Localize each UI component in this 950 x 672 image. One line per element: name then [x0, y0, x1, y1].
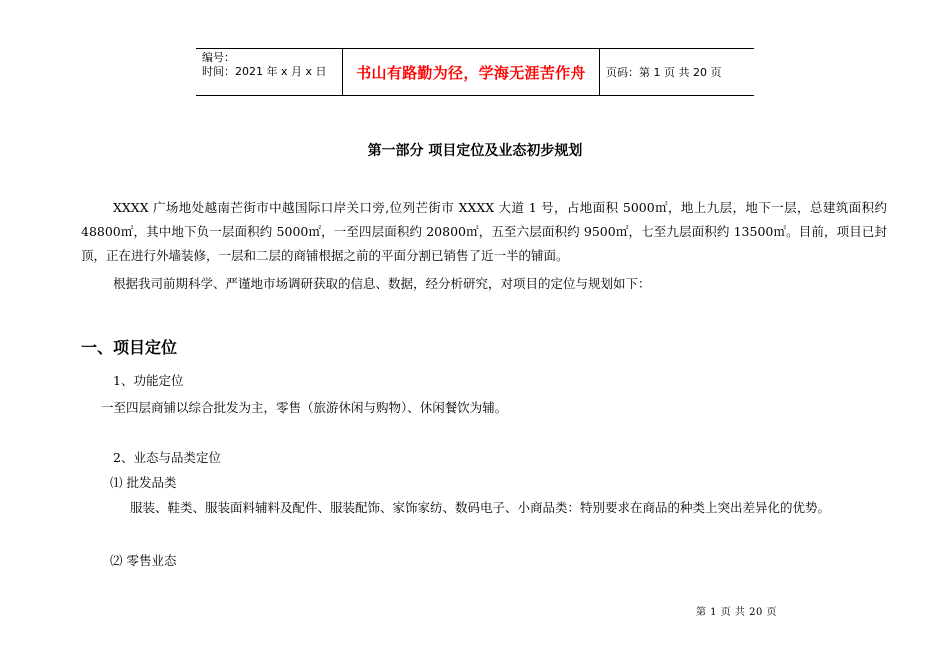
subitem-wholesale-text: 服装、鞋类、服装面料辅料及配件、服装配饰、家饰家纺、数码电子、小商品类：特别要求在商品的种类上突出差异化的优势。 [130, 500, 831, 515]
time-label: 时间：2021 年 x 月 x 日 [202, 65, 327, 78]
motto: 书山有路勤为径，学海无涯苦作舟 [342, 49, 600, 95]
subitem-wholesale: ⑴ 批发品类 [110, 475, 177, 490]
paragraph-research-basis: 根据我司前期科学、严谨地市场调研获取的信息、数据，经分析研究，对项目的定位与规划如下： [113, 276, 651, 291]
item-function-positioning: 1、功能定位 [113, 373, 184, 388]
number-label: 编号： [202, 51, 235, 64]
paragraph-project-overview: XXXX 广场地处越南芒街市中越国际口岸关口旁,位列芒街市 XXXX 大道 1 号，占地面积 5000㎡，地上九层，地下一层，总建筑面积约 48800㎡，其中地下负一层面积约 5000㎡，一至四层面积约 20800㎡，五至六层面积约 9500㎡，七至九层面积约 13500㎡。目前，项目已封顶，正在进行外墙装修，一层和二层的商铺根据之前的平面分割已销售了近一半的铺面。 [81, 200, 887, 263]
section-heading-positioning: 一、项目定位 [81, 338, 178, 357]
page-header [196, 48, 754, 96]
item-function-positioning-text: 一至四层商铺以综合批发为主，零售（旅游休闲与购物）、休闲餐饮为辅。 [101, 400, 508, 415]
page-info: 页码：第 1 页 共 20 页 [606, 66, 722, 79]
document-title: 第一部分 项目定位及业态初步规划 [367, 143, 583, 159]
page-footer: 第 1 页 共 20 页 [696, 607, 777, 618]
header-left-cell [196, 49, 342, 95]
item-business-category: 2、业态与品类定位 [113, 450, 221, 465]
subitem-retail: ⑵ 零售业态 [110, 553, 177, 568]
